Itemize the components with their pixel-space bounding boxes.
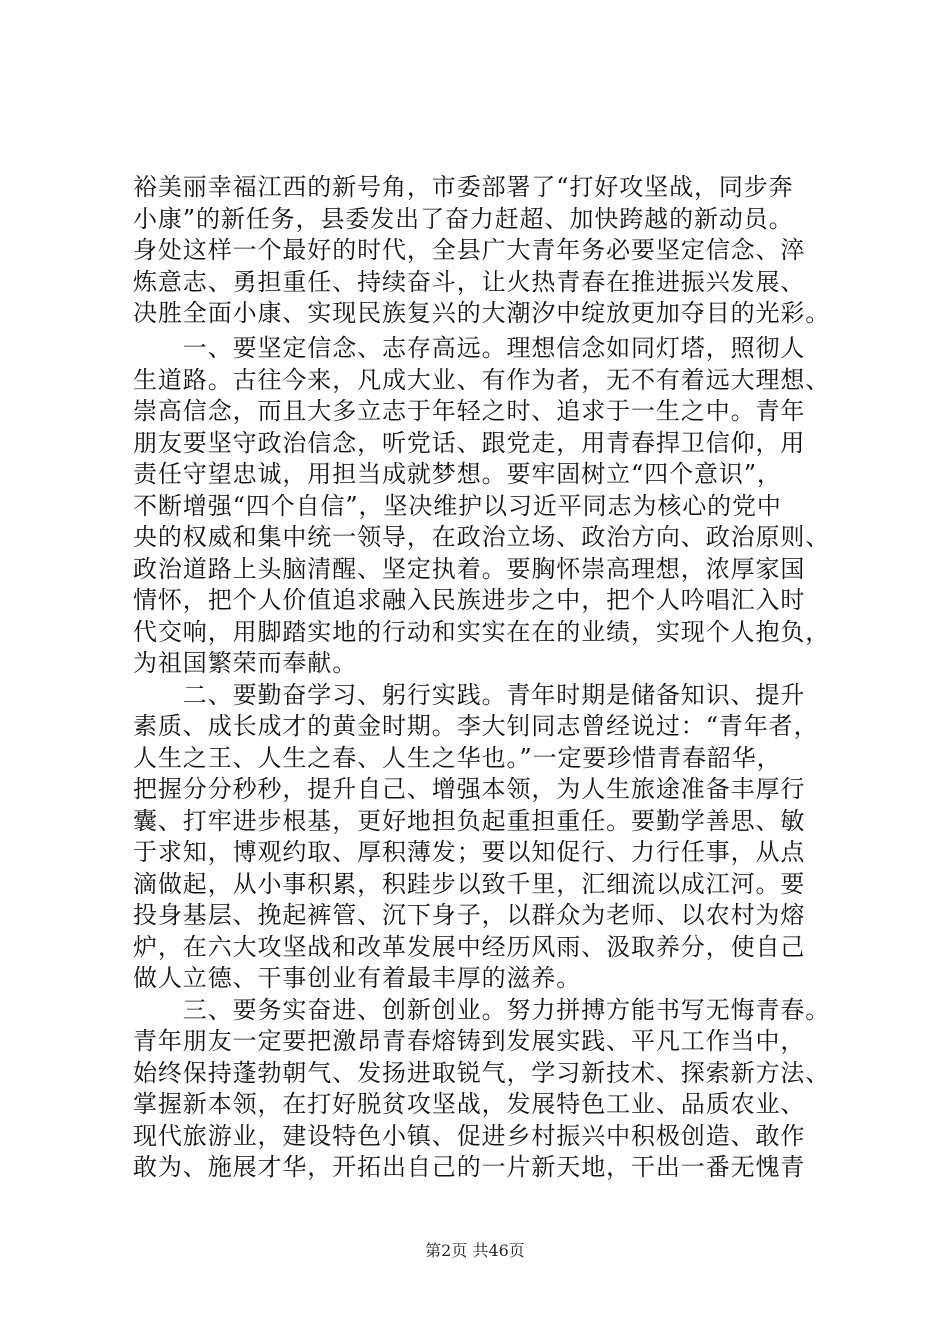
text-line: 身处这样一个最好的时代，全县广大青年务必要坚定信念、淬 <box>133 236 806 264</box>
section-one-line: 朋友要坚守政治信念，听党话、跟党走，用青春捍卫信仰，用 <box>133 428 806 457</box>
section-two-line: 于求知，博观约取、厚积薄发；要以知促行、力行任事，从点 <box>133 838 806 866</box>
section-one-line: 生道路。古往今来，凡成大业、有作为者，无不有着远大理想、 <box>133 365 831 394</box>
section-two-line: 投身基层、挽起裤管、沉下身子，以群众为老师、以农村为熔 <box>133 901 806 929</box>
section-two-line: 二、要勤奋学习、躬行实践。青年时期是储备知识、提升 <box>133 680 806 709</box>
section-one-line: 为祖国繁荣而奉献。 <box>133 649 358 677</box>
section-one-line: 一、要坚定信念、志存高远。理想信念如同灯塔，照彻人 <box>133 334 806 362</box>
page-number-footer: 第2页 共46页 <box>425 1241 525 1260</box>
section-three-line: 三、要务实奋进、创新创业。努力拼搏方能书写无悔青春。 <box>133 995 831 1024</box>
section-two-line: 炉，在六大攻坚战和改革发展中经历风雨、汲取养分，使自己 <box>133 932 806 961</box>
text-line: 小康”的新任务，县委发出了奋力赶超、加快跨越的新动员。 <box>133 204 794 233</box>
section-three-line: 现代旅游业，建设特色小镇、促进乡村振兴中积极创造、敢作 <box>133 1121 806 1150</box>
intro-paragraph <box>133 172 853 330</box>
section-one-line: 不断增强“四个自信”，坚决维护以习近平同志为核心的党中 <box>133 491 782 520</box>
section-one-line: 代交响，用脚踏实地的行动和实实在在的业绩，实现个人抱负， <box>133 617 831 646</box>
section-two-line: 做人立德、干事创业有着最丰厚的滋养。 <box>133 964 582 992</box>
text-line: 炼意志、勇担重任、持续奋斗，让火热青春在推进振兴发展、 <box>133 267 806 296</box>
section-three-line: 始终保持蓬勃朝气、发扬进取锐气，学习新技术、探索新方法、 <box>133 1058 831 1087</box>
section-two-line: 素质、成长成才的黄金时期。李大钊同志曾经说过：“青年者， <box>133 712 819 740</box>
section-one-line: 政治道路上头脑清醒、坚定执着。要胸怀崇高理想，浓厚家国 <box>133 554 806 583</box>
body-sections <box>133 333 853 1184</box>
section-three-line: 敢为、施展才华，开拓出自己的一片新天地，干出一番无愧青 <box>133 1153 806 1181</box>
section-two-line: 把握分分秒秒，提升自己、增强本领，为人生旅途准备丰厚行 <box>133 775 806 803</box>
section-one-line: 责任守望忠诚，用担当成就梦想。要牢固树立“四个意识”， <box>133 460 782 488</box>
section-three-line: 青年朋友一定要把激昂青春熔铸到发展实践、平凡工作当中， <box>133 1027 806 1055</box>
text-line: 决胜全面小康、实现民族复兴的大潮汐中绽放更加夺目的光彩。 <box>133 299 831 327</box>
section-one-line: 崇高信念，而且大多立志于年轻之时、追求于一生之中。青年 <box>133 397 806 425</box>
text-line: 裕美丽幸福江西的新号角，市委部署了“打好攻坚战，同步奔 <box>133 173 794 201</box>
section-two-line: 囊、打牢进步根基，更好地担负起重担重任。要勤学善思、敏 <box>133 806 806 835</box>
section-one-line: 央的权威和集中统一领导，在政治立场、政治方向、政治原则、 <box>133 523 831 551</box>
section-one-line: 情怀，把个人价值追求融入民族进步之中，把个人吟唱汇入时 <box>133 586 806 614</box>
section-two-line: 滴做起，从小事积累，积跬步以致千里，汇细流以成江河。要 <box>133 869 806 898</box>
section-two-line: 人生之王、人生之春、人生之华也。”一定要珍惜青春韶华， <box>133 743 782 772</box>
section-three-line: 掌握新本领，在打好脱贫攻坚战，发展特色工业、品质农业、 <box>133 1090 806 1118</box>
